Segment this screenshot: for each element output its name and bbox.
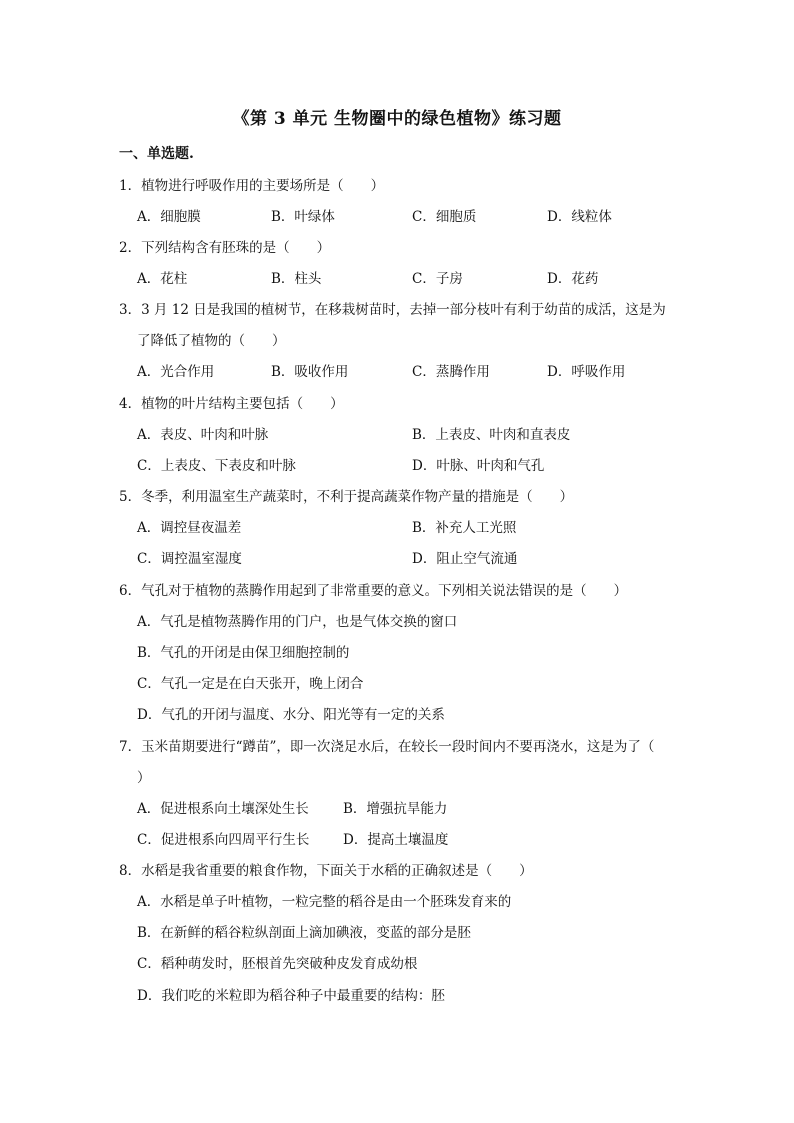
option-d: D．花药	[547, 271, 599, 287]
question-stem: 2．下列结构含有胚珠的是（ ）	[119, 240, 331, 256]
option-a: A．光合作用	[137, 364, 215, 380]
option-b: B．上表皮、叶肉和直表皮	[412, 427, 571, 443]
option-c: C．稻种萌发时，胚根首先突破种皮发育成幼根	[137, 956, 418, 972]
option-a: A．花柱	[137, 271, 188, 287]
option-b: B．在新鲜的稻谷粒纵剖面上滴加碘液，变蓝的部分是胚	[137, 925, 471, 941]
question-stem: 7．玉米苗期要进行“蹲苗”，即一次浇足水后，在较长一段时间内不要再浇水，这是为了（	[119, 739, 655, 755]
option-c: C．蒸腾作用	[412, 364, 490, 380]
option-d: D．我们吃的米粒即为稻谷种子中最重要的结构：胚	[137, 988, 445, 1004]
option-b: B．增强抗旱能力	[343, 801, 448, 817]
option-d: D．呼吸作用	[547, 364, 626, 380]
option-b: B．叶绿体	[271, 209, 335, 225]
option-a: A．气孔是植物蒸腾作用的门户，也是气体交换的窗口	[137, 614, 458, 630]
option-b: B．补充人工光照	[412, 520, 517, 536]
question-stem-continued: 了降低了植物的（ ）	[137, 333, 286, 349]
section-heading: 一、单选题.	[119, 146, 194, 162]
question-stem: 8．水稻是我省重要的粮食作物，下面关于水稻的正确叙述是（ ）	[119, 863, 533, 879]
option-c: C．调控温室湿度	[137, 551, 242, 567]
option-c: C．上表皮、下表皮和叶脉	[137, 458, 296, 474]
option-c: C．促进根系向四周平行生长	[137, 832, 310, 848]
option-a: A．促进根系向土壤深处生长	[137, 801, 309, 817]
option-c: C．气孔一定是在白天张开，晚上闭合	[137, 676, 364, 692]
option-b: B．气孔的开闭是由保卫细胞控制的	[137, 645, 350, 661]
option-d: D．阻止空气流通	[412, 551, 518, 567]
question-stem-continued: ）	[137, 770, 151, 786]
page-title: 《第 3 单元 生物圈中的绿色植物》练习题	[232, 109, 562, 129]
option-b: B．柱头	[271, 271, 322, 287]
question-stem: 6．气孔对于植物的蒸腾作用起到了非常重要的意义。下列相关说法错误的是（ ）	[119, 583, 628, 599]
question-stem: 5．冬季，利用温室生产蔬菜时，不利于提高蔬菜作物产量的措施是（ ）	[119, 489, 574, 505]
option-a: A．调控昼夜温差	[137, 520, 242, 536]
option-d: D．提高土壤温度	[343, 832, 449, 848]
option-d: D．气孔的开闭与温度、水分、阳光等有一定的关系	[137, 707, 445, 723]
question-stem: 3．3 月 12 日是我国的植树节，在移栽树苗时，去掉一部分枝叶有利于幼苗的成活，这是为	[119, 302, 666, 318]
option-d: D．线粒体	[547, 209, 612, 225]
option-c: C．细胞质	[412, 209, 477, 225]
option-d: D．叶脉、叶肉和气孔	[412, 458, 545, 474]
option-c: C．子房	[412, 271, 463, 287]
option-a: A．水稻是单子叶植物，一粒完整的稻谷是由一个胚珠发育来的	[137, 894, 512, 910]
question-stem: 4．植物的叶片结构主要包括（ ）	[119, 396, 344, 412]
question-stem: 1．植物进行呼吸作用的主要场所是（ ）	[119, 178, 385, 194]
option-a: A．细胞膜	[137, 209, 201, 225]
option-a: A．表皮、叶肉和叶脉	[137, 427, 269, 443]
option-b: B．吸收作用	[271, 364, 349, 380]
